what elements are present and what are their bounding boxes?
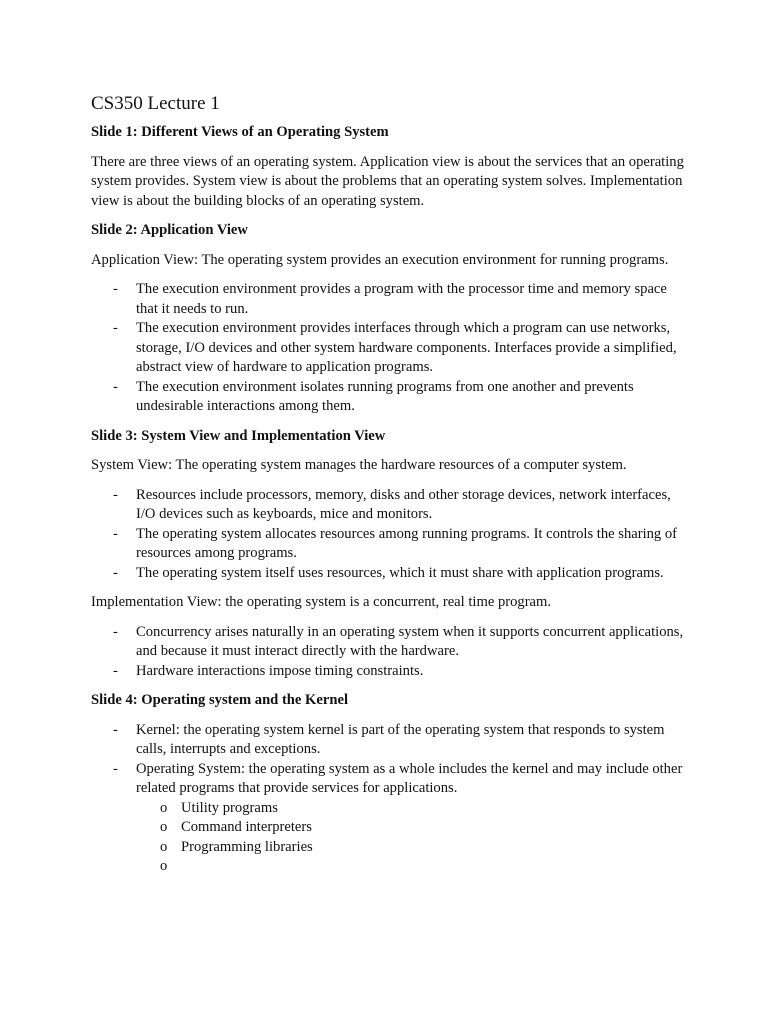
dash-bullet-icon: - <box>113 486 118 503</box>
list-item <box>113 378 691 417</box>
slide-2-paragraph: Application View: The operating system provides an execution environment for running programs. <box>91 251 669 268</box>
slide-1-heading: Slide 1: Different Views of an Operating System <box>91 124 389 140</box>
list-item <box>113 721 691 760</box>
list-item <box>113 486 691 525</box>
list-item-text: Operating System: the operating system as a whole includes the kernel and may include other related programs that provide services for applications. <box>136 760 683 796</box>
document-page <box>91 91 691 877</box>
document-title: CS350 Lecture 1 <box>91 93 220 114</box>
list-item-text: Concurrency arises naturally in an operating system when it supports concurrent applications, and because it must interact directly with the hardware. <box>136 623 684 659</box>
slide-3-list <box>91 486 691 584</box>
sublist-item-text: Command interpreters <box>181 819 312 835</box>
dash-bullet-icon: - <box>113 564 118 581</box>
sublist-item <box>160 838 691 858</box>
slide-4-sublist <box>136 799 691 877</box>
list-item <box>113 623 691 662</box>
circle-bullet-icon: o <box>160 858 168 874</box>
list-item <box>113 525 691 564</box>
list-item-text: The execution environment provides interfaces through which a program can use networks, storage, I/O devices and other system hardware components. Interfaces provide a simplified, abstract view of hardware to application programs. <box>136 320 677 375</box>
circle-bullet-icon: o <box>160 819 168 835</box>
dash-bullet-icon: - <box>113 378 118 395</box>
list-item-text: The execution environment provides a program with the processor time and memory space that it needs to run. <box>136 281 667 317</box>
list-item-text: The operating system itself uses resources, which it must share with application programs. <box>136 564 664 581</box>
dash-bullet-icon: - <box>113 281 118 297</box>
implementation-view-list <box>91 623 691 682</box>
dash-bullet-icon: - <box>113 623 118 640</box>
sublist-item-text: Programming libraries <box>181 838 313 855</box>
sublist-item <box>160 857 691 877</box>
sublist-item-text: Utility programs <box>181 799 278 816</box>
slide-3-heading: Slide 3: System View and Implementation View <box>91 427 386 444</box>
list-item <box>113 319 691 378</box>
list-item <box>113 662 691 682</box>
dash-bullet-icon: - <box>113 525 118 542</box>
list-item-text: The execution environment isolates running programs from one another and prevents undesirable interactions among them. <box>136 378 634 414</box>
implementation-view-paragraph: Implementation View: the operating system is a concurrent, real time program. <box>91 594 552 610</box>
circle-bullet-icon: o <box>160 799 168 816</box>
dash-bullet-icon: - <box>113 662 118 679</box>
dash-bullet-icon: - <box>113 320 118 336</box>
dash-bullet-icon: - <box>113 721 118 738</box>
slide-2-heading: Slide 2: Application View <box>91 222 248 238</box>
sublist-item <box>160 799 691 819</box>
list-item-text: Kernel: the operating system kernel is part of the operating system that responds to system calls, interrupts and exceptions. <box>136 721 665 757</box>
circle-bullet-icon: o <box>160 838 168 855</box>
list-item <box>113 760 691 877</box>
dash-bullet-icon: - <box>113 760 118 777</box>
list-item-text: Hardware interactions impose timing constraints. <box>136 662 424 679</box>
list-item-text: Resources include processors, memory, disks and other storage devices, network interfaces, I/O devices such as keyboards, mice and monitors. <box>136 486 671 522</box>
slide-3-paragraph: System View: The operating system manages the hardware resources of a computer system. <box>91 457 627 473</box>
list-item-text: The operating system allocates resources among running programs. It controls the sharing of resources among programs. <box>136 525 678 561</box>
slide-4-list <box>91 721 691 877</box>
slide-4-heading: Slide 4: Operating system and the Kernel <box>91 692 349 708</box>
slide-1-paragraph: There are three views of an operating system. Application view is about the services that an operating system provides. System view is about the problems that an operating system solves. Implementation view is about the building blocks of an operating system. <box>91 153 684 209</box>
slide-2-list <box>91 280 691 417</box>
sublist-item <box>160 818 691 838</box>
list-item <box>113 280 691 319</box>
list-item <box>113 564 691 584</box>
